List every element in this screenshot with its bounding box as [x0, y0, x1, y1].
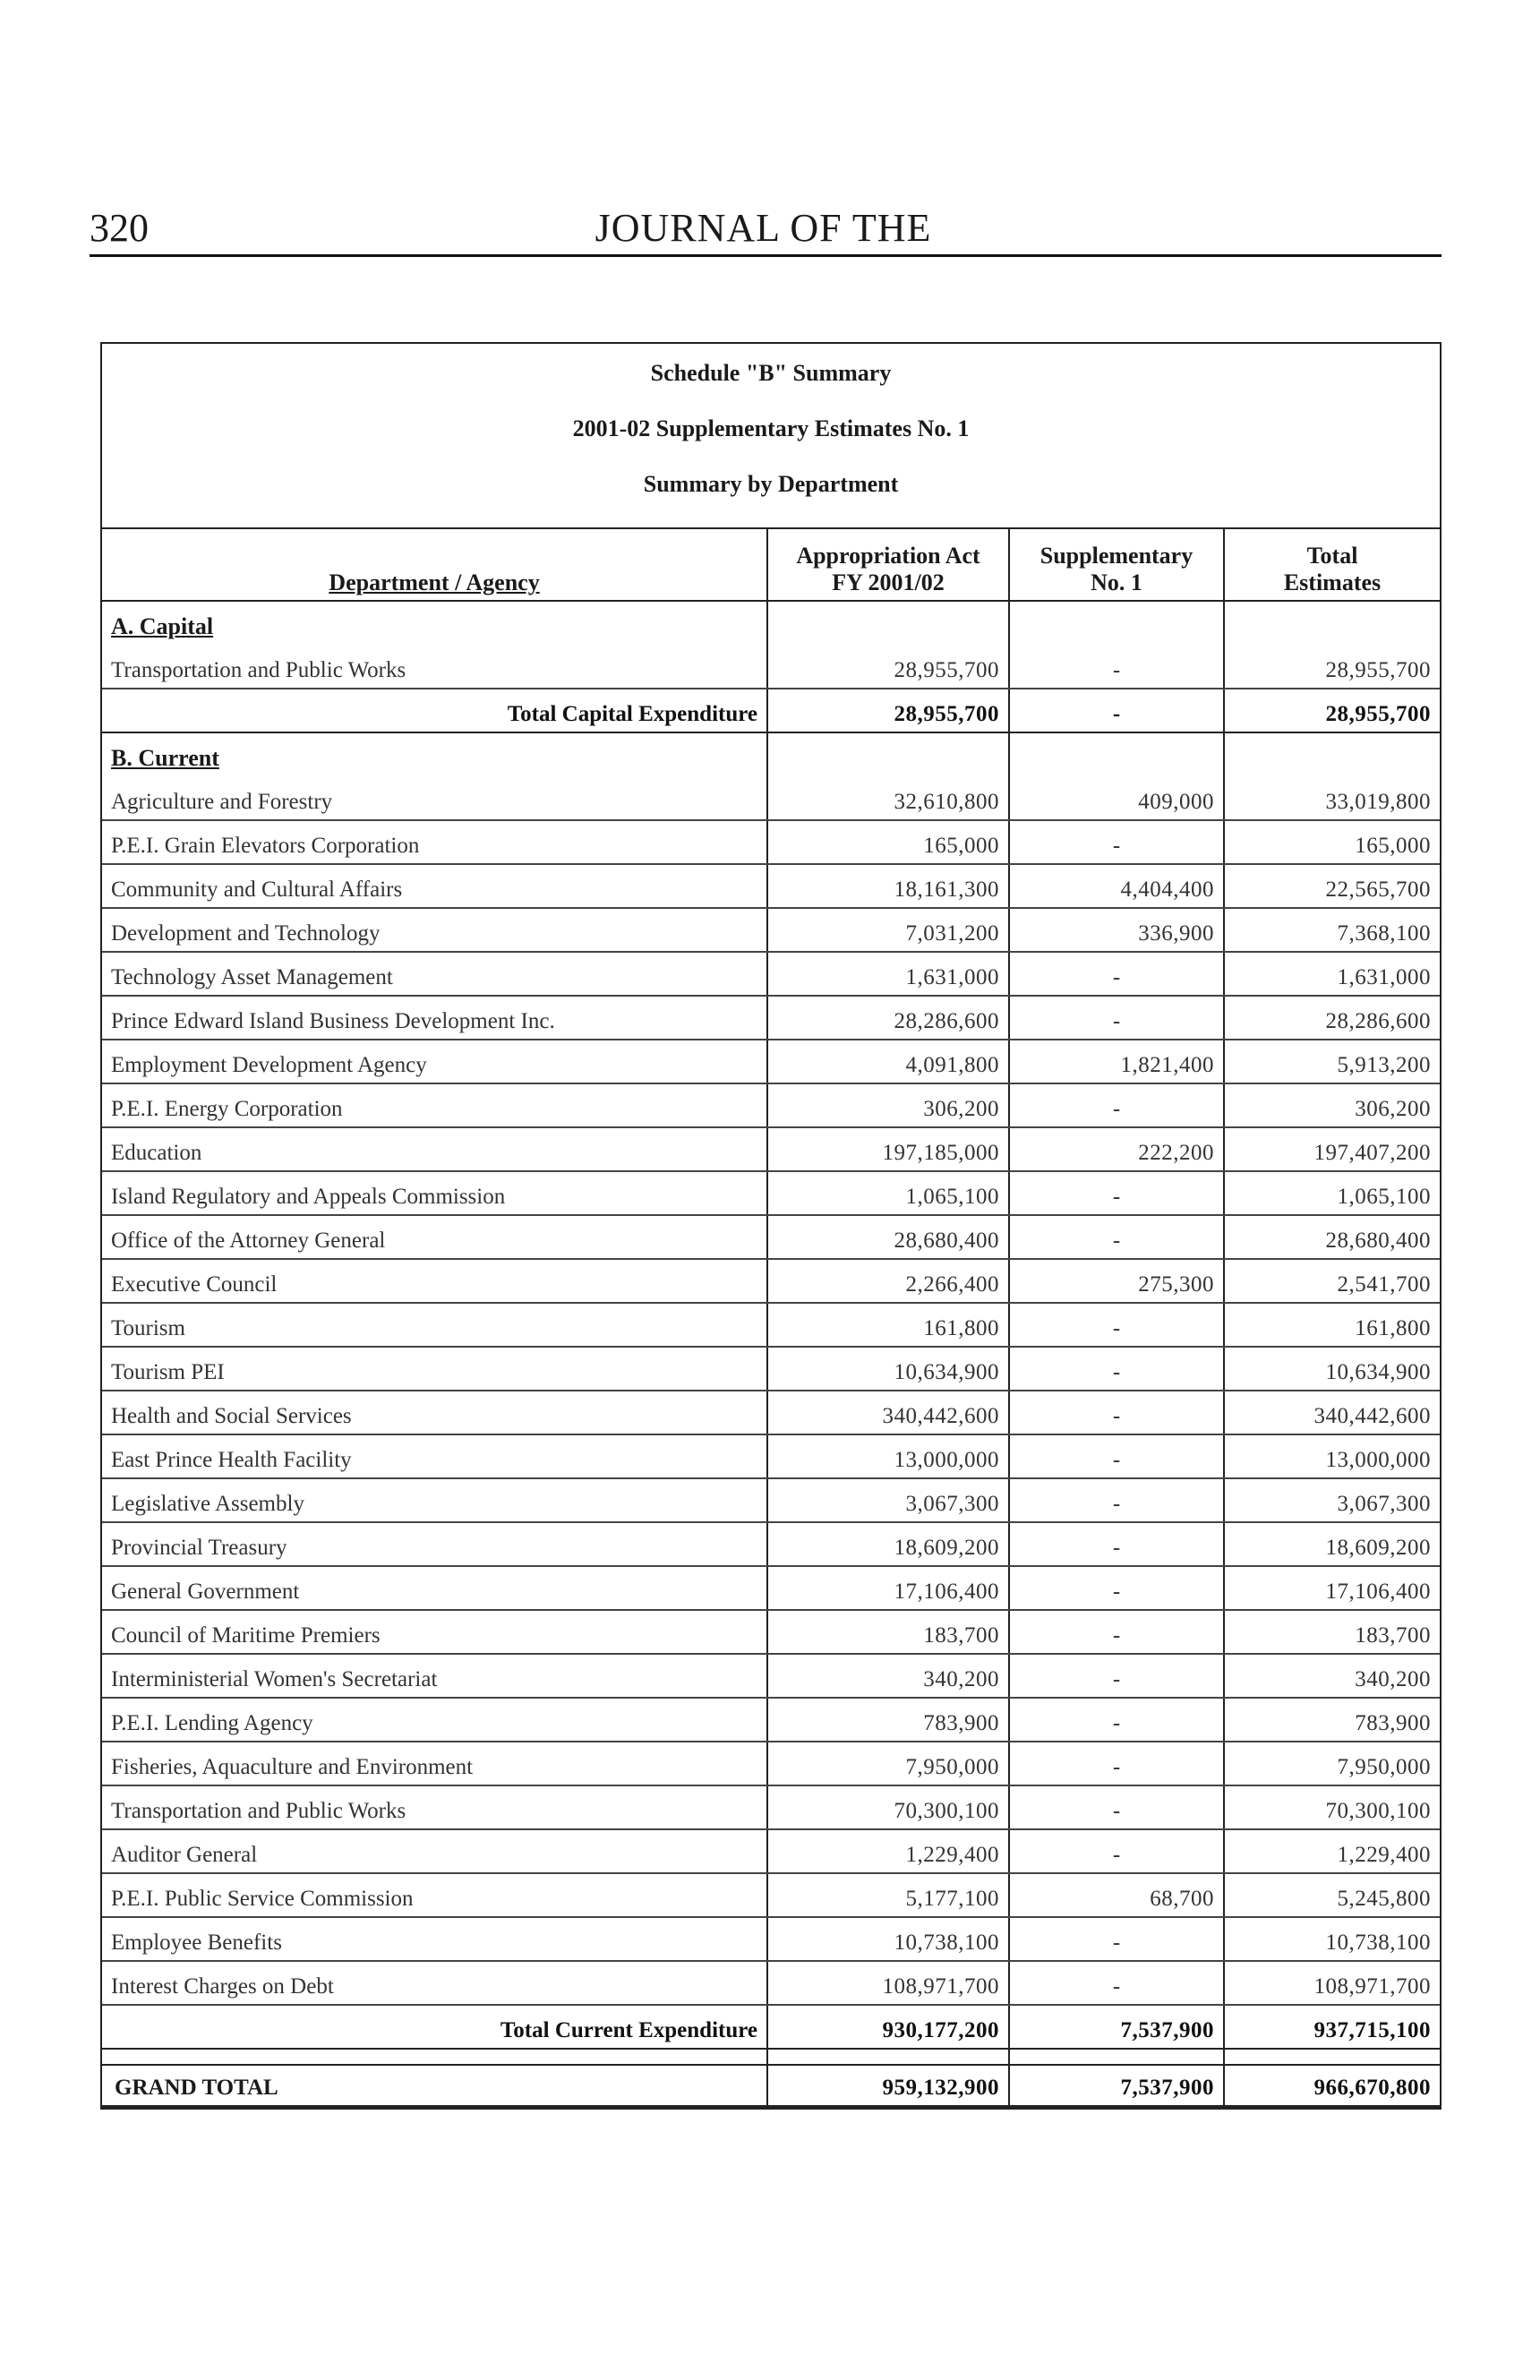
grand-total-label: GRAND TOTAL — [102, 2065, 767, 2106]
appropriation-value: 340,442,600 — [767, 1391, 1009, 1434]
appropriation-value: 13,000,000 — [767, 1434, 1009, 1478]
total-estimate-value: 13,000,000 — [1224, 1434, 1440, 1478]
supplementary-value: - — [1009, 1742, 1224, 1785]
total-estimate-value: 5,245,800 — [1224, 1873, 1440, 1917]
appropriation-value: 28,680,400 — [767, 1215, 1009, 1259]
total-estimate-value: 161,800 — [1224, 1303, 1440, 1347]
total-estimate-value: 17,106,400 — [1224, 1566, 1440, 1610]
department-name: Community and Cultural Affairs — [102, 864, 767, 908]
total-estimate-value: 183,700 — [1224, 1610, 1440, 1654]
total-estimate-value: 340,200 — [1224, 1654, 1440, 1698]
department-name: Employee Benefits — [102, 1917, 767, 1961]
department-name: Agriculture and Forestry — [102, 776, 767, 820]
total-estimate-value: 340,442,600 — [1224, 1391, 1440, 1434]
appropriation-value: 18,609,200 — [767, 1522, 1009, 1566]
supplementary-value: - — [1009, 1303, 1224, 1347]
appropriation-value: 32,610,800 — [767, 776, 1009, 820]
department-name: Council of Maritime Premiers — [102, 1610, 767, 1654]
total-estimate-value: 28,955,700 — [1224, 645, 1440, 689]
appropriation-value: 340,200 — [767, 1654, 1009, 1698]
supplementary-value: - — [1009, 645, 1224, 689]
supplementary-value: - — [1009, 952, 1224, 996]
spacer-row — [102, 2049, 1440, 2065]
table-row — [102, 776, 1440, 820]
total-estimate-value: 165,000 — [1224, 820, 1440, 864]
table-row — [102, 1610, 1440, 1654]
total-estimate-value: 5,913,200 — [1224, 1040, 1440, 1083]
table-row — [102, 908, 1440, 952]
grand-total-supplementary: 7,537,900 — [1009, 2065, 1224, 2106]
table-row — [102, 1961, 1440, 2005]
total-supplementary: 7,537,900 — [1009, 2005, 1224, 2049]
table-row — [102, 1829, 1440, 1873]
table-row — [102, 1785, 1440, 1829]
department-name: Tourism PEI — [102, 1347, 767, 1391]
table-row — [102, 1040, 1440, 1083]
department-name: Development and Technology — [102, 908, 767, 952]
supplementary-value: - — [1009, 1347, 1224, 1391]
appropriation-value: 70,300,100 — [767, 1785, 1009, 1829]
supplementary-value: - — [1009, 820, 1224, 864]
department-name: Transportation and Public Works — [102, 1785, 767, 1829]
supplementary-value: - — [1009, 1522, 1224, 1566]
department-name: Education — [102, 1127, 767, 1171]
appropriation-value: 165,000 — [767, 820, 1009, 864]
supplementary-value: - — [1009, 1434, 1224, 1478]
table-row — [102, 1215, 1440, 1259]
total-estimate-value: 1,065,100 — [1224, 1171, 1440, 1215]
header-rule — [90, 254, 1442, 257]
appropriation-value: 17,106,400 — [767, 1566, 1009, 1610]
total-supplementary: - — [1009, 689, 1224, 732]
schedule-subtitle-2: Summary by Department — [643, 471, 899, 497]
table-row — [102, 864, 1440, 908]
department-name: Auditor General — [102, 1829, 767, 1873]
grand-total-appropriation: 959,132,900 — [767, 2065, 1009, 2106]
table-row — [102, 1259, 1440, 1303]
total-estimate-value: 2,541,700 — [1224, 1259, 1440, 1303]
department-name: Prince Edward Island Business Development Inc. — [102, 996, 767, 1040]
total-estimate-value: 783,900 — [1224, 1698, 1440, 1742]
appropriation-value: 18,161,300 — [767, 864, 1009, 908]
table-row — [102, 645, 1440, 689]
supplementary-value: - — [1009, 1917, 1224, 1961]
department-name: Employment Development Agency — [102, 1040, 767, 1083]
total-estimate-value: 7,368,100 — [1224, 908, 1440, 952]
department-name: P.E.I. Lending Agency — [102, 1698, 767, 1742]
total-estimate-value: 306,200 — [1224, 1083, 1440, 1127]
supplementary-value: - — [1009, 1654, 1224, 1698]
total-estimate-value: 70,300,100 — [1224, 1785, 1440, 1829]
appropriation-value: 7,950,000 — [767, 1742, 1009, 1785]
appropriation-value: 161,800 — [767, 1303, 1009, 1347]
total-appropriation: 930,177,200 — [767, 2005, 1009, 2049]
col-header-total: Total Estimates — [1224, 528, 1440, 601]
total-estimate-value: 33,019,800 — [1224, 776, 1440, 820]
running-header — [90, 204, 1437, 253]
col-header-supp: Supplementary No. 1 — [1009, 528, 1224, 601]
department-name: Health and Social Services — [102, 1391, 767, 1434]
table-row — [102, 1873, 1440, 1917]
table-row — [102, 1303, 1440, 1347]
appropriation-value: 10,738,100 — [767, 1917, 1009, 1961]
total-label: Total Capital Expenditure — [102, 689, 767, 732]
table-row — [102, 820, 1440, 864]
department-name: East Prince Health Facility — [102, 1434, 767, 1478]
total-estimate-value: 1,229,400 — [1224, 1829, 1440, 1873]
page-number: 320 — [90, 206, 149, 250]
department-name: Fisheries, Aquaculture and Environment — [102, 1742, 767, 1785]
table-row — [102, 1127, 1440, 1171]
appropriation-value: 4,091,800 — [767, 1040, 1009, 1083]
appropriation-value: 28,286,600 — [767, 996, 1009, 1040]
department-name: P.E.I. Grain Elevators Corporation — [102, 820, 767, 864]
section-heading: B. Current — [102, 732, 767, 776]
section-heading-capital: A. Capital — [102, 601, 1440, 645]
appropriation-value: 10,634,900 — [767, 1347, 1009, 1391]
appropriation-value: 3,067,300 — [767, 1478, 1009, 1522]
department-name: Legislative Assembly — [102, 1478, 767, 1522]
supplementary-value: 68,700 — [1009, 1873, 1224, 1917]
appropriation-value: 783,900 — [767, 1698, 1009, 1742]
supplementary-value: - — [1009, 1610, 1224, 1654]
schedule-table-frame — [100, 342, 1442, 2110]
table-row — [102, 1434, 1440, 1478]
supplementary-value: - — [1009, 1083, 1224, 1127]
supplementary-value: - — [1009, 1698, 1224, 1742]
total-estimate-value: 28,680,400 — [1224, 1215, 1440, 1259]
supplementary-value: - — [1009, 1215, 1224, 1259]
supplementary-value: - — [1009, 1171, 1224, 1215]
supplementary-value: 4,404,400 — [1009, 864, 1224, 908]
department-name: Tourism — [102, 1303, 767, 1347]
appropriation-value: 1,229,400 — [767, 1829, 1009, 1873]
department-name: P.E.I. Energy Corporation — [102, 1083, 767, 1127]
table-row — [102, 1654, 1440, 1698]
appropriation-value: 1,065,100 — [767, 1171, 1009, 1215]
schedule-title-block — [102, 344, 1440, 527]
table-row — [102, 1083, 1440, 1127]
supplementary-value: - — [1009, 1829, 1224, 1873]
total-estimate-value: 28,286,600 — [1224, 996, 1440, 1040]
appropriation-value: 2,266,400 — [767, 1259, 1009, 1303]
total-estimate-value: 10,738,100 — [1224, 1917, 1440, 1961]
table-row — [102, 1917, 1440, 1961]
table-row — [102, 1522, 1440, 1566]
total-appropriation: 28,955,700 — [767, 689, 1009, 732]
journal-title: JOURNAL OF THE — [595, 206, 932, 250]
department-name: Island Regulatory and Appeals Commission — [102, 1171, 767, 1215]
grand-total-estimate: 966,670,800 — [1224, 2065, 1440, 2106]
total-estimate-value: 1,631,000 — [1224, 952, 1440, 996]
table-row — [102, 1566, 1440, 1610]
total-estimate-value: 22,565,700 — [1224, 864, 1440, 908]
section-heading-current — [102, 732, 1440, 776]
estimates-table — [102, 527, 1440, 2108]
department-name: Transportation and Public Works — [102, 645, 767, 689]
total-estimate-value: 10,634,900 — [1224, 1347, 1440, 1391]
table-row — [102, 1742, 1440, 1785]
supplementary-value: - — [1009, 996, 1224, 1040]
department-name: Interest Charges on Debt — [102, 1961, 767, 2005]
department-name: Provincial Treasury — [102, 1522, 767, 1566]
supplementary-value: - — [1009, 1391, 1224, 1434]
supplementary-value: 409,000 — [1009, 776, 1224, 820]
appropriation-value: 306,200 — [767, 1083, 1009, 1127]
table-row — [102, 1698, 1440, 1742]
col-header-approp: Appropriation Act FY 2001/02 — [767, 528, 1009, 601]
appropriation-value: 183,700 — [767, 1610, 1009, 1654]
table-row — [102, 1478, 1440, 1522]
appropriation-value: 1,631,000 — [767, 952, 1009, 996]
department-name: P.E.I. Public Service Commission — [102, 1873, 767, 1917]
department-name: Executive Council — [102, 1259, 767, 1303]
supplementary-value: - — [1009, 1478, 1224, 1522]
total-capital-row — [102, 689, 1440, 732]
total-estimate-value: 3,067,300 — [1224, 1478, 1440, 1522]
appropriation-value: 7,031,200 — [767, 908, 1009, 952]
table-row — [102, 996, 1440, 1040]
supplementary-value: 222,200 — [1009, 1127, 1224, 1171]
appropriation-value: 108,971,700 — [767, 1961, 1009, 2005]
column-header-row — [102, 528, 1440, 601]
appropriation-value: 28,955,700 — [767, 645, 1009, 689]
supplementary-value: 1,821,400 — [1009, 1040, 1224, 1083]
department-name: Office of the Attorney General — [102, 1215, 767, 1259]
total-current-row — [102, 2005, 1440, 2049]
department-name: Technology Asset Management — [102, 952, 767, 996]
total-estimate-value: 7,950,000 — [1224, 1742, 1440, 1785]
col-header-dept: Department / Agency — [102, 528, 767, 601]
table-row — [102, 1391, 1440, 1434]
supplementary-value: - — [1009, 1785, 1224, 1829]
table-row — [102, 1171, 1440, 1215]
supplementary-value: - — [1009, 1566, 1224, 1610]
supplementary-value: 275,300 — [1009, 1259, 1224, 1303]
total-label: Total Current Expenditure — [102, 2005, 767, 2049]
total-estimate-value: 197,407,200 — [1224, 1127, 1440, 1171]
table-row — [102, 1347, 1440, 1391]
grand-total-row — [102, 2065, 1440, 2106]
schedule-subtitle: 2001-02 Supplementary Estimates No. 1 — [572, 415, 970, 441]
supplementary-value: - — [1009, 1961, 1224, 2005]
table-row — [102, 952, 1440, 996]
total-estimate-value: 18,609,200 — [1224, 1522, 1440, 1566]
schedule-title: Schedule "B" Summary — [650, 360, 892, 386]
total-estimate-value: 108,971,700 — [1224, 1961, 1440, 2005]
total-estimate: 28,955,700 — [1224, 689, 1440, 732]
department-name: Interministerial Women's Secretariat — [102, 1654, 767, 1698]
department-name: General Government — [102, 1566, 767, 1610]
appropriation-value: 197,185,000 — [767, 1127, 1009, 1171]
appropriation-value: 5,177,100 — [767, 1873, 1009, 1917]
total-estimate: 937,715,100 — [1224, 2005, 1440, 2049]
supplementary-value: 336,900 — [1009, 908, 1224, 952]
